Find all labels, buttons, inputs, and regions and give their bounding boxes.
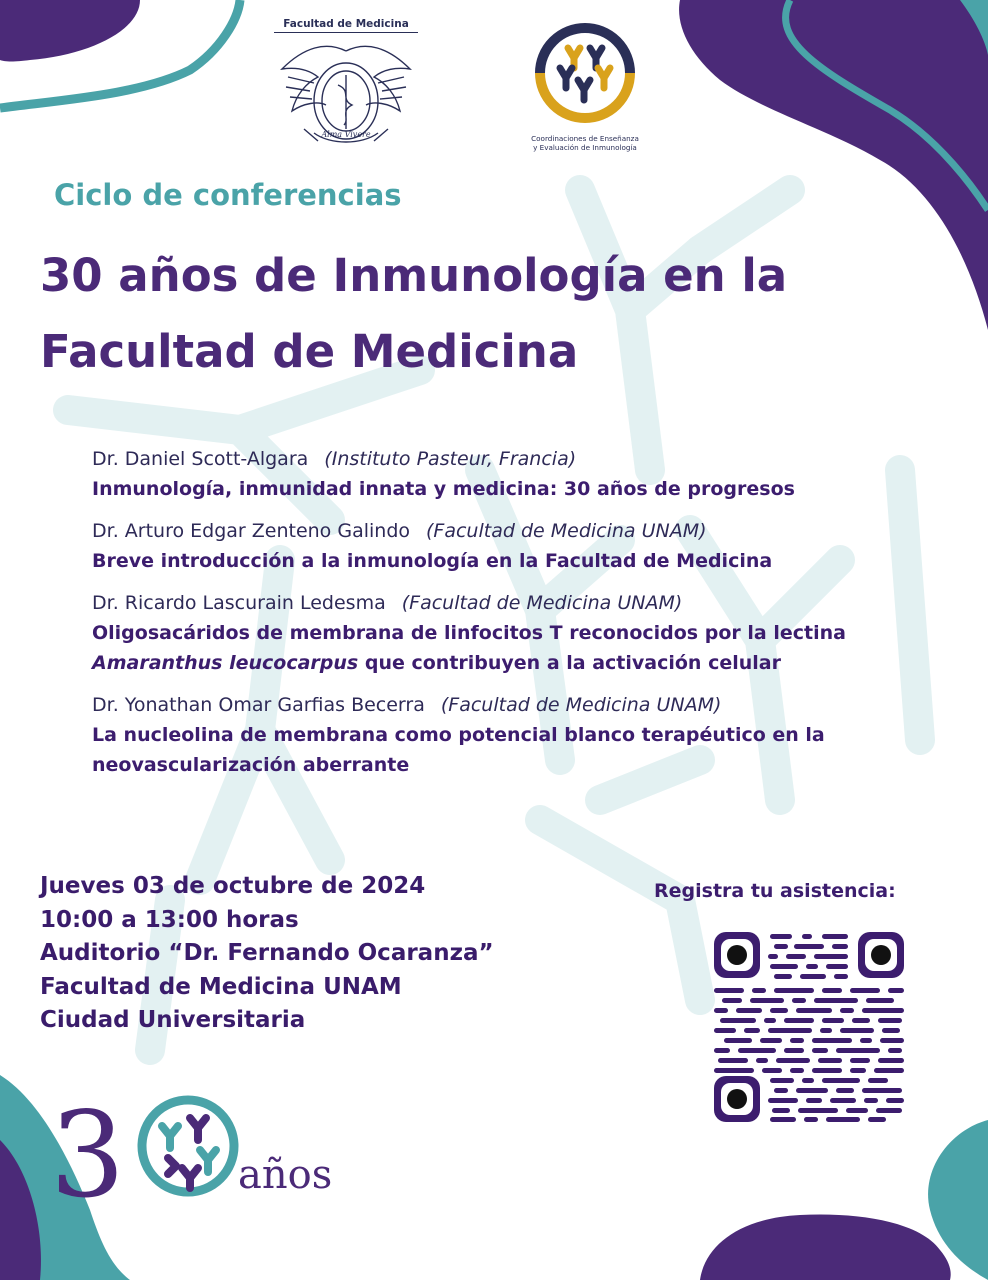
speaker-institution: (Facultad de Medicina UNAM) xyxy=(401,592,683,614)
purple-blob-top-left xyxy=(0,0,140,62)
event-date: Jueves 03 de octubre de 2024 xyxy=(40,873,426,899)
event-title xyxy=(40,238,920,390)
purple-blob-bottom-right xyxy=(700,1214,951,1280)
talk-title xyxy=(92,618,922,678)
event-time: 10:00 a 13:00 horas xyxy=(40,906,299,933)
registration-label: Registra tu asistencia: xyxy=(654,880,896,902)
talk-title: La nucleolina de membrana como potencial blanco terapéutico en la neovascularización aberrante xyxy=(92,724,825,776)
event-title-line-1: 30 años de Inmunología en la xyxy=(40,249,788,302)
talk-item xyxy=(92,444,922,504)
antibody-cluster-icon xyxy=(162,1118,216,1188)
antibody-ring-logo-icon xyxy=(530,18,640,128)
coordinaciones-logo-text: Coordinaciones de Enseñanza y Evaluación de Inmunología xyxy=(531,134,639,152)
talk-item xyxy=(92,516,922,576)
talk-title: Breve introducción a la inmunología en la Facultad de Medicina xyxy=(92,550,773,572)
talk-title-line-1: Oligosacáridos de membrana de linfocitos T reconocidos por la lectina xyxy=(92,622,846,644)
event-faculty: Facultad de Medicina UNAM xyxy=(40,973,402,1000)
unam-motto: Alma Vivere xyxy=(321,130,371,139)
speaker-line xyxy=(92,444,922,474)
event-venue: Auditorio “Dr. Fernando Ocaranza” xyxy=(40,940,494,966)
species-name: Amaranthus leucocarpus xyxy=(92,652,359,674)
eagle-condor-crest-icon xyxy=(274,33,418,151)
talk-title-rest: que contribuyen a la activación celular xyxy=(358,652,781,674)
speaker-name: Dr. Daniel Scott-Algara xyxy=(92,448,309,470)
event-title-line-2: Facultad de Medicina xyxy=(40,325,579,378)
speaker-institution: (Facultad de Medicina UNAM) xyxy=(426,520,707,542)
speaker-institution: (Facultad de Medicina UNAM) xyxy=(440,694,722,716)
speaker-name: Dr. Ricardo Lascurain Ledesma xyxy=(92,592,386,614)
unam-medicine-logo xyxy=(274,18,418,155)
talk-item xyxy=(92,690,922,780)
unam-logo-name: Facultad de Medicina xyxy=(274,18,418,33)
series-label: Ciclo de conferencias xyxy=(54,178,402,212)
qr-code-icon[interactable] xyxy=(714,932,904,1122)
event-campus: Ciudad Universitaria xyxy=(40,1007,306,1033)
speaker-line xyxy=(92,516,922,546)
speaker-name: Dr. Yonathan Omar Garfias Becerra xyxy=(92,694,425,716)
talk-title: Inmunología, inmunidad innata y medicina: 30 años de progresos xyxy=(92,478,795,500)
talk-title-line-2 xyxy=(92,648,922,678)
talk-list xyxy=(92,444,922,792)
event-details xyxy=(40,870,494,1038)
talk-item xyxy=(92,588,922,678)
coordinaciones-logo xyxy=(518,18,652,152)
anniversary-30-logo xyxy=(50,1088,370,1208)
speaker-line xyxy=(92,588,922,618)
speaker-name: Dr. Arturo Edgar Zenteno Galindo xyxy=(92,520,410,542)
anniversary-number-3: 3 xyxy=(50,1088,126,1208)
speaker-line xyxy=(92,690,922,720)
speaker-institution: (Instituto Pasteur, Francia) xyxy=(324,448,577,470)
anniversary-word: años xyxy=(238,1152,333,1198)
